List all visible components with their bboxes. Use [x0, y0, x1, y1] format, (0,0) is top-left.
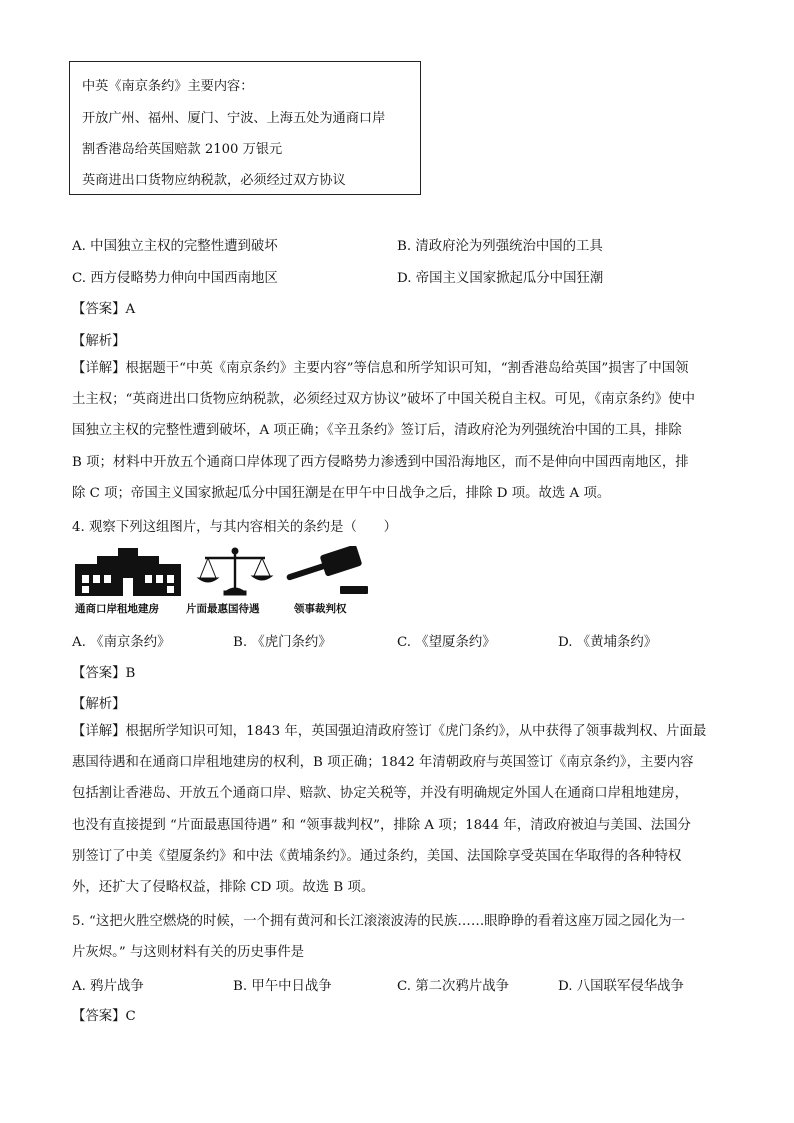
detail-line: 【详解】根据题干“中英《南京条约》主要内容”等信息和所学知识可知，“割香港岛给英国”损害了中国领: [72, 361, 689, 376]
stem-line: 5. “这把火胜空燃烧的时候，一个拥有黄河和长江滚滚波涛的民族……眼睁睁的看着这座万园之园化为一: [72, 914, 686, 929]
option-c: C. 西方侵略势力伸向中国西南地区: [72, 271, 278, 286]
option-a: A. 鸦片战争: [72, 979, 144, 994]
detail-line: 别签订了中美《望厦条约》和中法《黄埔条约》。通过条约，美国、法国除享受英国在华取得的各种特权: [72, 848, 682, 864]
option-d: D. 八国联军侵华战争: [558, 979, 684, 994]
answer-label: 【答案】B: [72, 666, 136, 681]
option-a: A. 《南京条约》: [72, 635, 171, 650]
detail-line: 【详解】根据所学知识可知，1843 年，英国强迫清政府签订《虎门条约》，从中获得了领事裁判权、片面最: [72, 724, 707, 739]
analysis-label: 【解析】: [72, 334, 126, 349]
option-b: B. 清政府沦为列强统治中国的工具: [397, 239, 603, 254]
detail-line: 包括割让香港岛、开放五个通商口岸、赔款、协定关税等，并没有明确规定外国人在通商口岸租地建房，: [72, 786, 688, 802]
building-icon: [75, 548, 181, 596]
answer-label: 【答案】C: [72, 1009, 136, 1024]
analysis-label: 【解析】: [72, 697, 126, 712]
detail-line: 外，还扩大了侵略权益，排除 CD 项。故选 B 项。: [72, 880, 375, 896]
option-c: C. 《望厦条约》: [397, 635, 496, 650]
option-d: D. 《黄埔条约》: [558, 635, 658, 650]
material-line: 开放广州、福州、厦门、宁波、上海五处为通商口岸: [82, 111, 386, 126]
question-stem: [72, 906, 717, 968]
answer-label: 【答案】A: [72, 302, 136, 317]
caption-land: 通商口岸租地建房: [75, 603, 159, 615]
treaty-illustration: [72, 546, 372, 618]
detail-line: 除 C 项；帝国主义国家掀起瓜分中国狂潮是在甲午中日战争之后，排除 D 项。故选 A 项。: [72, 485, 611, 501]
gavel-icon: [283, 546, 368, 594]
detail-line: 土主权；“英商进出口货物应纳税款，必须经过双方协议”破坏了中国关税自主权。可见，《南京条约》使中: [72, 392, 695, 408]
detail-paragraph: [72, 716, 717, 903]
option-a: A. 中国独立主权的完整性遭到破坏: [72, 239, 278, 254]
option-b: B. 甲午中日战争: [233, 979, 332, 994]
detail-line: B 项；材料中开放五个通商口岸体现了西方侵略势力渗透到中国沿海地区，而不是伸向中国西南地区，排: [72, 454, 689, 470]
caption-consular: 领事裁判权: [294, 603, 347, 615]
stem-line: 片灰烬。” 与这则材料有关的历史事件是: [72, 945, 305, 961]
illustration-icons: [72, 546, 372, 598]
option-d: D. 帝国主义国家掀起瓜分中国狂潮: [397, 271, 604, 286]
material-line: 割香港岛给英国赔款 2100 万银元: [82, 142, 283, 157]
option-b: B. 《虎门条约》: [233, 635, 332, 650]
detail-line: 惠国待遇和在通商口岸租地建房的权利，B 项正确；1842 年清朝政府与英国签订《南京条约》，主要内容: [72, 755, 694, 771]
detail-line: 国独立主权的完整性遭到破坏，A 项正确；《辛丑条约》签订后，清政府沦为列强统治中国的工具，排除: [72, 423, 682, 439]
option-c: C. 第二次鸦片战争: [397, 979, 510, 994]
material-title: 中英《南京条约》主要内容：: [82, 79, 254, 94]
material-box: [69, 61, 421, 195]
detail-line: 也没有直接提到 “片面最惠国待遇” 和 “领事裁判权”，排除 A 项；1844 年，清政府被迫与美国、法国分: [72, 817, 691, 833]
question-stem: 4. 观察下列这组图片，与其内容相关的条约是（ ）: [72, 520, 398, 535]
material-line: 英商进出口货物应纳税款，必须经过双方协议: [82, 173, 346, 188]
caption-mfn: 片面最惠国待遇: [186, 603, 260, 615]
scale-icon: [198, 548, 272, 595]
detail-paragraph: [72, 353, 717, 509]
